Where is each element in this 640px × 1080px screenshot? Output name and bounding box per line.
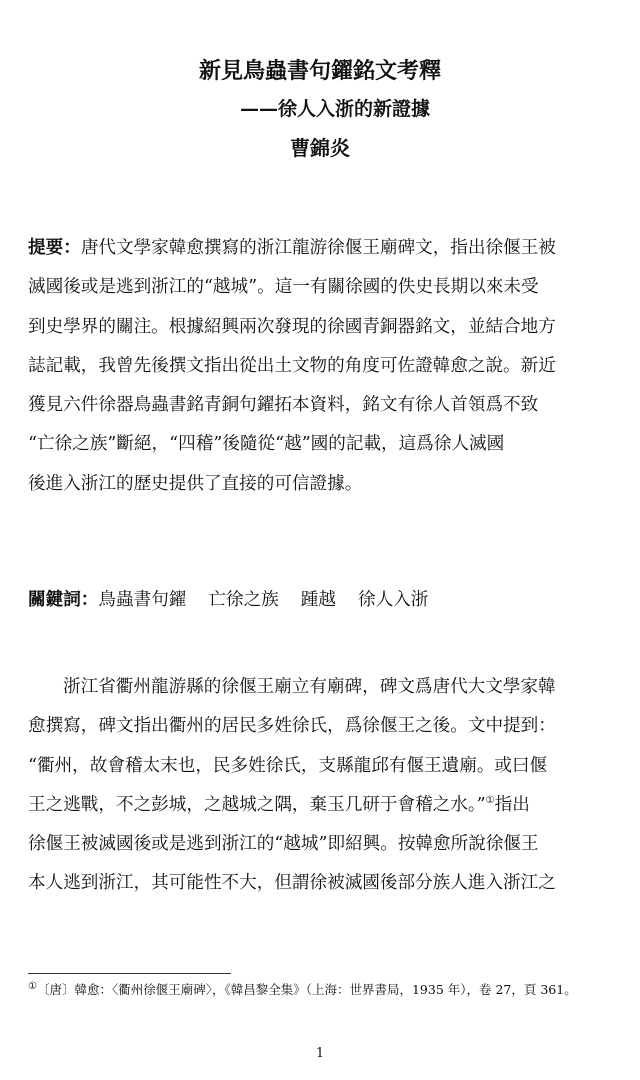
keyword-4: 徐人入浙 [357,590,429,610]
footnote [28,980,612,1000]
abstract-line-7: 後進入浙江的歷史提供了直接的可信證據。 [28,473,363,494]
abstract-text-1: 唐代文學家韓愈撰寫的浙江龍游徐偃王廟碑文，指出徐偃王被 [80,238,556,258]
paper-title: 新見鳥蟲書句鑃銘文考釋 [198,58,441,84]
footnote-ref[interactable]: ① [485,795,495,807]
abstract [28,228,612,504]
abstract-line-2: 滅國後或是逃到浙江的“越城”。這一有關徐國的佚史長期以來未受 [28,277,539,298]
keyword-2: 亡徐之族 [208,590,279,610]
abstract-label: 提要 [28,237,64,258]
keywords-label: 關鍵詞 [28,589,81,610]
body-line-5: 徐偃王被滅國後或是逃到浙江的“越城”即紹興。按韓愈所說徐偃王 [28,834,539,855]
body-line-3: “衢州，故會稽太末也，民多姓徐氏，支縣龍邱有偃王遺廟。或曰偃 [28,755,548,776]
abstract-sep: ： [63,237,81,258]
abstract-line-1 [28,228,612,268]
keyword-1: 鳥蟲書句鑃 [98,590,187,610]
abstract-line-4: 誌記載，我曾先後撰文指出從出土文物的角度可佐證韓愈之說。新近 [28,355,556,376]
body-line-1: 浙江省衢州龍游縣的徐偃王廟立有廟碑，碑文爲唐代大文學家韓 [63,677,556,697]
keywords-sep: ： [80,589,99,610]
keywords [28,580,612,620]
body-text [28,668,612,904]
keyword-3: 踵越 [300,590,336,610]
footnote-rule [28,973,231,974]
body-line-4-text: 王之逃戰，不之彭城，之越城之隅，棄玉几研于會稽之水。” [28,794,486,815]
abstract-line-6: “亡徐之族”斷絕，“四稽”後隨從“越”國的記載，這爲徐人滅國 [28,434,505,455]
footnote-text: 〔唐〕韓愈：〈衢州徐偃王廟碑〉，《韓昌黎全集》（上海：世界書局，1935 年），卷 27，頁 361。 [36,982,577,997]
footnote-mark: ① [28,980,37,992]
body-line-6: 本人逃到浙江，其可能性不大，但謂徐被滅國後部分族人進入浙江之 [28,873,556,894]
page-number: 1 [315,1046,325,1061]
paper-subtitle: ——徐人入浙的新證據 [239,98,430,120]
body-line-4-tail: 指出 [494,794,530,815]
author-name: 曹錦炎 [290,136,350,160]
title-block [0,52,640,168]
body-line-2: 愈撰寫，碑文指出衢州的居民多姓徐氏，爲徐偃王之後。文中提到： [28,716,556,737]
body-line-4 [28,786,612,825]
abstract-line-3: 到史學界的關注。根據紹興兩次發現的徐國青銅器銘文，並結合地方 [28,316,556,337]
keywords-line [28,580,612,620]
abstract-line-5: 獲見六件徐器鳥蟲書銘青銅句鑃拓本資料，銘文有徐人首領爲不致 [28,395,539,416]
